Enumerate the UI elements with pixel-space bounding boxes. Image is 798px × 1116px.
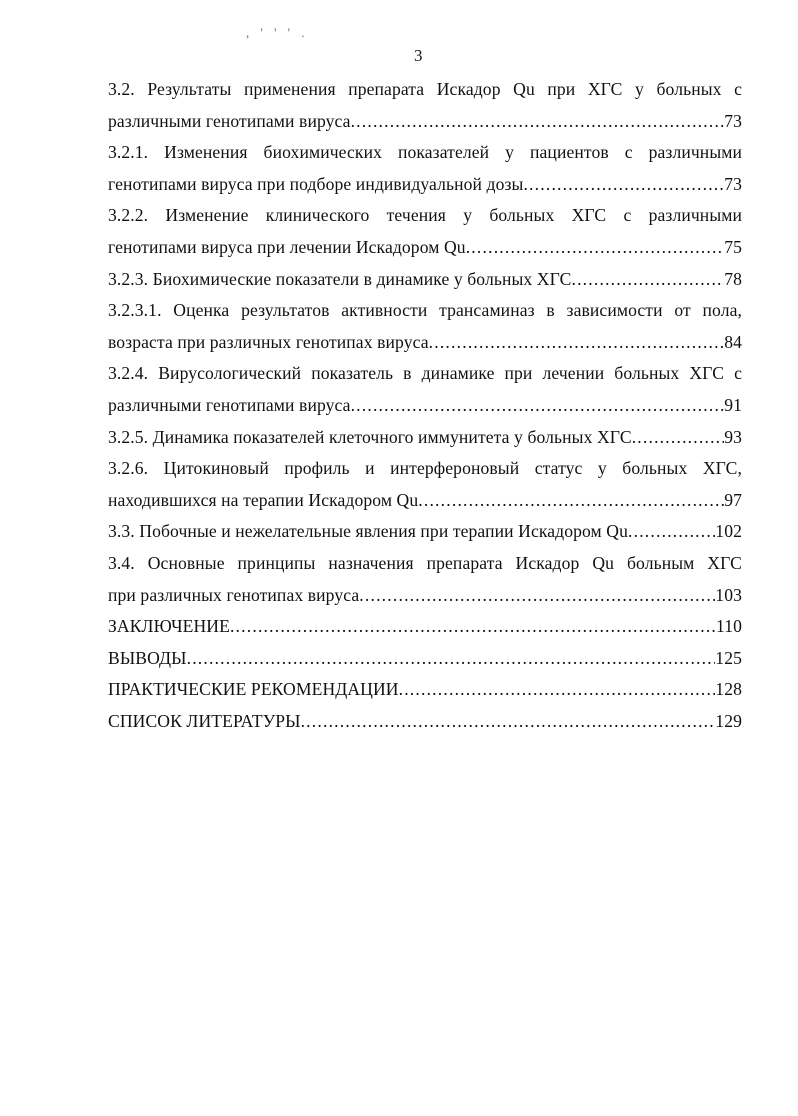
toc-entry-title: генотипами вируса при подборе индивидуальной дозы [108,173,524,194]
toc-entry-title: находившихся на терапии Искадором Qu [108,489,419,510]
toc-entry [108,327,742,359]
toc-entry-line: 3.4. Основные принципы назначения препарата Искадор Qu больным ХГС [108,552,742,573]
dot-leader [418,485,724,517]
toc-entry-line: 3.2.1. Изменения биохимических показателей у пациентов с различными [108,142,742,163]
toc-entry-page: 75 [724,236,742,257]
toc-entry-title: ЗАКЛЮЧЕНИЕ [108,616,230,637]
toc-entry-title: при различных генотипах вируса [108,584,360,605]
table-of-contents [108,74,742,737]
toc-entry-line: 3.2.4. Вирусологический показатель в динамике при лечении больных ХГС с [108,363,742,384]
dot-leader [632,422,725,454]
toc-entry-page: 125 [715,647,742,668]
toc-entry [108,106,742,138]
dot-leader [230,611,716,643]
toc-entry-title: 3.3. Побочные и нежелательные явления при терапии Искадором Qu [108,521,628,542]
toc-entry-title: генотипами вируса при лечении Искадором Qu [108,236,466,257]
dot-leader [523,169,724,201]
page-number: 3 [414,46,423,65]
toc-entry-page: 97 [724,489,742,510]
toc-entry-title: различными генотипами вируса [108,110,351,131]
toc-entry-page: 129 [715,710,742,731]
toc-entry [108,264,742,296]
toc-entry-page: 73 [724,110,742,131]
toc-entry-page: 91 [724,394,742,415]
dot-leader [466,232,725,264]
toc-entry-line: 3.2.6. Цитокиновый профиль и интерфероновый статус у больных ХГС, [108,458,742,479]
dot-leader [187,643,716,675]
toc-entry-title: 3.2.3. Биохимические показатели в динамике у больных ХГС [108,268,572,289]
dot-leader [351,106,725,138]
scan-specks: , ' ' ' . [246,25,309,40]
toc-entry [108,485,742,517]
toc-entry [108,674,742,706]
toc-entry [108,580,742,612]
toc-entry-line: 3.2.3.1. Оценка результатов активности трансаминаз в зависимости от пола, [108,300,742,321]
dot-leader [301,706,716,738]
toc-entry-page: 110 [715,616,742,637]
dot-leader [429,327,725,359]
dot-leader [571,264,724,296]
toc-entry-page: 103 [715,584,742,605]
toc-entry-page: 84 [724,331,742,352]
toc-entry [108,169,742,201]
toc-entry [108,516,742,548]
toc-entry-title: 3.2.5. Динамика показателей клеточного иммунитета у больных ХГС [108,426,632,447]
toc-entry-title: СПИСОК ЛИТЕРАТУРЫ [108,710,301,731]
dot-leader [351,390,725,422]
toc-entry-line: 3.2. Результаты применения препарата Искадор Qu при ХГС у больных с [108,79,742,99]
dot-leader [628,516,715,548]
toc-entry-page: 73 [724,173,742,194]
toc-entry-title: различными генотипами вируса [108,394,351,415]
toc-entry [108,422,742,454]
dot-leader [399,674,716,706]
toc-entry-page: 102 [715,521,742,542]
toc-entry-line: 3.2.2. Изменение клинического течения у больных ХГС с различными [108,205,742,226]
toc-entry-page: 78 [724,268,742,289]
toc-entry [108,390,742,422]
dot-leader [359,580,715,612]
toc-entry [108,706,742,738]
toc-entry-title: ВЫВОДЫ [108,647,187,668]
toc-entry-title: ПРАКТИЧЕСКИЕ РЕКОМЕНДАЦИИ [108,679,399,700]
toc-entry [108,232,742,264]
toc-entry-page: 128 [715,679,742,700]
toc-entry [108,643,742,675]
toc-entry-title: возраста при различных генотипах вируса [108,331,429,352]
toc-entry [108,611,742,643]
toc-entry-page: 93 [724,426,742,447]
